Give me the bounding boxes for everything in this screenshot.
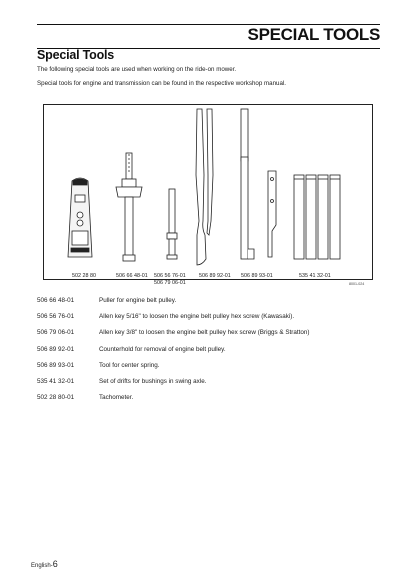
part-number: 506 89 92-01: [37, 345, 75, 353]
label-tachometer: 502 28 80: [72, 273, 96, 279]
page-title: SPECIAL TOOLS: [247, 25, 380, 44]
part-description: Set of drifts for bushings in swing axle.: [99, 377, 207, 385]
part-description: Counterhold for removal of engine belt pulley.: [99, 345, 226, 353]
part-description: Allen key 5/16" to loosen the engine belt pulley hex screw (Kawasaki).: [99, 313, 295, 321]
counterhold-drawing: [196, 109, 213, 265]
label-drifts: 535 41 32-01: [299, 273, 331, 279]
parts-list-item: [37, 362, 382, 378]
tachometer-drawing: [68, 178, 92, 257]
parts-list-item: [37, 346, 382, 362]
puller-drawing: [116, 153, 142, 261]
part-description: Allen key 3/8" to loosen the engine belt pulley hex screw (Briggs & Stratton): [99, 329, 310, 337]
parts-list: [37, 297, 382, 410]
section-title: Special Tools: [37, 48, 115, 62]
spring-tool-drawing: [241, 109, 276, 259]
parts-list-item: [37, 297, 382, 313]
page-footer: [31, 559, 58, 569]
footer-language: English-: [31, 563, 53, 569]
part-number: 506 79 06-01: [37, 329, 75, 337]
parts-list-item: [37, 394, 382, 410]
part-description: Tool for center spring.: [99, 361, 160, 369]
label-allen-key-b: 506 79 06-01: [154, 279, 186, 286]
parts-list-item: [37, 329, 382, 345]
drifts-drawing: [294, 175, 340, 259]
part-number: 535 41 32-01: [37, 377, 75, 385]
label-allen-key-a: 506 56 76-01: [154, 273, 186, 279]
part-description: Tachometer.: [99, 394, 134, 402]
intro-paragraph-1: The following special tools are used when working on the ride-on mower.: [37, 66, 237, 73]
part-number: 502 28 80-01: [37, 394, 75, 402]
label-counterhold: 506 89 92-01: [199, 273, 231, 279]
part-number: 506 56 76-01: [37, 313, 75, 321]
figure-code: 8001-024: [349, 282, 365, 286]
allen-key-drawing: [167, 189, 177, 259]
part-number: 506 89 93-01: [37, 361, 75, 369]
parts-list-item: [37, 378, 382, 394]
label-puller: 506 66 48-01: [116, 273, 148, 279]
label-spring-tool: 506 89 93-01: [241, 273, 273, 279]
tools-illustration: [44, 105, 374, 281]
part-number: 506 66 48-01: [37, 297, 75, 304]
part-description: Puller for engine belt pulley.: [99, 297, 177, 304]
page-number: 6: [52, 559, 58, 569]
parts-list-item: [37, 313, 382, 329]
intro-paragraph-2: Special tools for engine and transmission can be found in the respective workshop manual.: [37, 80, 287, 87]
